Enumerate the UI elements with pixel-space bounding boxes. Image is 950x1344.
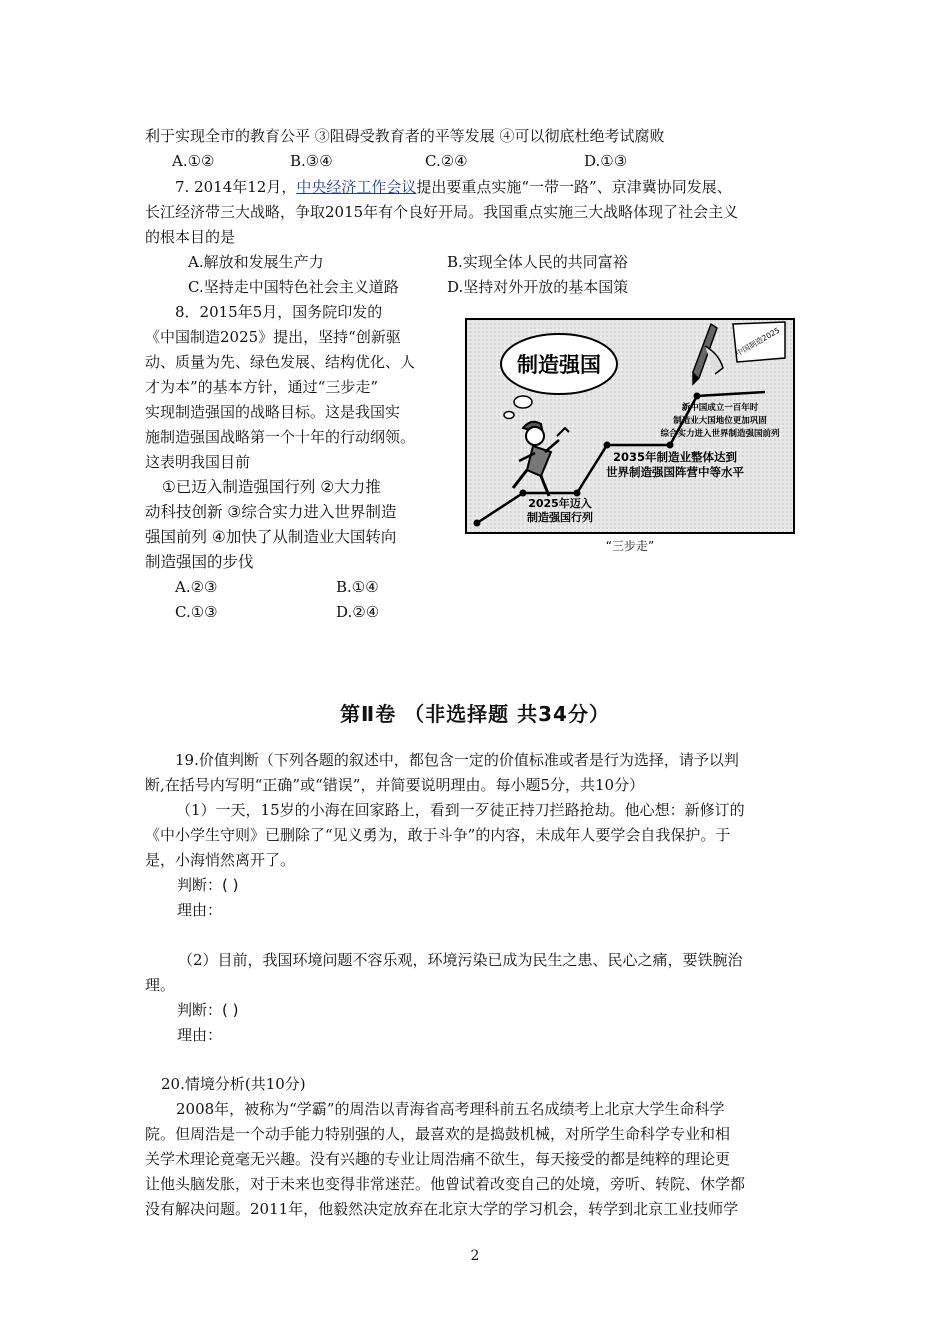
step2-label-a: 2035年制造业整体达到 — [612, 450, 738, 464]
q20-line1: 2008年，被称为“学霸”的周浩以青海省高考理科前五名成绩考上北京大学生命科学 — [176, 1100, 725, 1118]
q20-line5: 没有解决问题。2011年，他毅然决定放弃在北京大学的学习机会，转学到北京工业技师学 — [145, 1200, 739, 1218]
flag-text: 中国制造2025 — [734, 325, 782, 359]
q19-s1-line2: 《中小学生守则》已删除了“见义勇为，敢于斗争”的内容，未成年人要学会自我保护。于 — [145, 826, 731, 844]
q7-line3: 的根本目的是 — [145, 228, 236, 246]
q6-option-a: A.①② — [172, 152, 215, 170]
step1-label-b: 制造强国行列 — [527, 511, 593, 524]
q7-prefix: 7. 2014年12月， — [175, 178, 297, 196]
flag-banner — [733, 322, 785, 362]
step3-label-c: 综合实力进入世界制造强国前列 — [660, 429, 780, 439]
step3-label-a: 新中国成立一百年时 — [681, 403, 759, 413]
q8-line4: 才为本”的基本方针，通过“三步走” — [145, 378, 379, 396]
figure-caption: “三步走” — [605, 539, 655, 553]
q20-line2: 院。但周浩是一个动手能力特别强的人，最喜欢的是捣鼓机械，对所学生命科学专业和相 — [145, 1125, 731, 1143]
q19-line1: 19.价值判断（下列各题的叙述中，都包含一定的价值标准或者是行为选择，请予以判 — [175, 751, 739, 769]
q8-line5: 实现制造强国的战略目标。这是我国实 — [145, 403, 401, 421]
q8-option-d: D.②④ — [336, 603, 380, 621]
q19-s1-judge: 判断：( ) — [177, 876, 239, 894]
q8-option-a: A.②③ — [175, 578, 218, 596]
q19-s2-line1: （2）目前，我国环境问题不容乐观，环境污染已成为民生之患、民心之痛，要铁腕治 — [178, 951, 743, 969]
q6-continuation: 利于实现全市的教育公平 ③阻碍受教育者的平等发展 ④可以彻底杜绝考试腐败 — [145, 127, 665, 145]
q19-s2-line2: 理。 — [145, 976, 176, 994]
q8-choice-line1: ①已迈入制造强国行列 ②大力推 — [162, 478, 381, 496]
q20-head: 20.情境分析(共10分) — [161, 1075, 306, 1093]
step1-label-a: 2025年迈入 — [528, 497, 592, 510]
q8-line3: 动、质量为先、绿色发展、结构优化、人 — [145, 353, 416, 371]
q8-option-c: C.①③ — [175, 603, 218, 621]
q7-option-c: C.坚持走中国特色社会主义道路 — [188, 278, 399, 296]
q8-choice-line3: 强国前列 ④加快了从制造业大国转向 — [145, 528, 397, 546]
q20-line4: 让他头脑发胀，对于未来也变得非常迷茫。他曾试着改变自己的处境，旁听、转院、休学都 — [145, 1175, 746, 1193]
q19-s2-judge: 判断：( ) — [177, 1001, 239, 1019]
step2-label-b: 世界制造强国阵营中等水平 — [606, 465, 744, 479]
q7-line1 — [175, 177, 732, 197]
q7-link[interactable]: 中央经济工作会议 — [296, 178, 417, 196]
q7-line2: 长江经济带三大战略，争取2015年有个良好开局。我国重点实施三大战略体现了社会主义 — [145, 203, 739, 221]
q7-option-b: B.实现全体人民的共同富裕 — [447, 253, 628, 271]
q19-s1-reason: 理由： — [177, 901, 223, 919]
q19-s1-line3: 是，小海悄然离开了。 — [145, 851, 296, 869]
q7-option-d: D.坚持对外开放的基本国策 — [447, 278, 629, 296]
q8-line1: 8．2015年5月，国务院印发的 — [175, 303, 383, 321]
page-number: 2 — [470, 1248, 480, 1264]
bubble-text: 制造强国 — [517, 353, 601, 377]
q20-line3: 关学术理论竟毫无兴趣。没有兴趣的专业让周浩痛不欲生，每天接受的都是纯粹的理论更 — [145, 1150, 731, 1168]
q8-choice-line2: 动科技创新 ③综合实力进入世界制造 — [145, 503, 397, 521]
q19-s1-line1: （1）一天，15岁的小海在回家路上，看到一歹徒正持刀拦路抢劫。他心想：新修订的 — [176, 801, 745, 819]
q8-choice-line4: 制造强国的步伐 — [145, 553, 254, 571]
section-title: 第Ⅱ卷 （非选择题 共34分） — [340, 702, 610, 726]
q8-line6: 施制造强国战略第一个十年的行动纲领。 — [145, 428, 416, 446]
step3-label-b: 制造业大国地位更加巩固 — [673, 416, 767, 426]
q8-option-b: B.①④ — [336, 578, 379, 596]
q6-option-b: B.③④ — [290, 152, 333, 170]
q19-line2: 断,在括号内写明“正确”或“错误”，并简要说明理由。每小题5分，共10分） — [145, 776, 645, 794]
q19-s2-reason: 理由： — [177, 1026, 223, 1044]
q7-rest: 提出要重点实施“一带一路”、京津冀协同发展、 — [416, 178, 732, 196]
q6-option-c: C.②④ — [425, 152, 468, 170]
q6-option-d: D.①③ — [584, 152, 628, 170]
q8-line7: 这表明我国目前 — [145, 453, 251, 471]
three-step-cartoon — [465, 318, 795, 534]
q7-option-a: A.解放和发展生产力 — [188, 253, 324, 271]
q8-line2: 《中国制造2025》提出，坚持“创新驱 — [145, 328, 401, 346]
